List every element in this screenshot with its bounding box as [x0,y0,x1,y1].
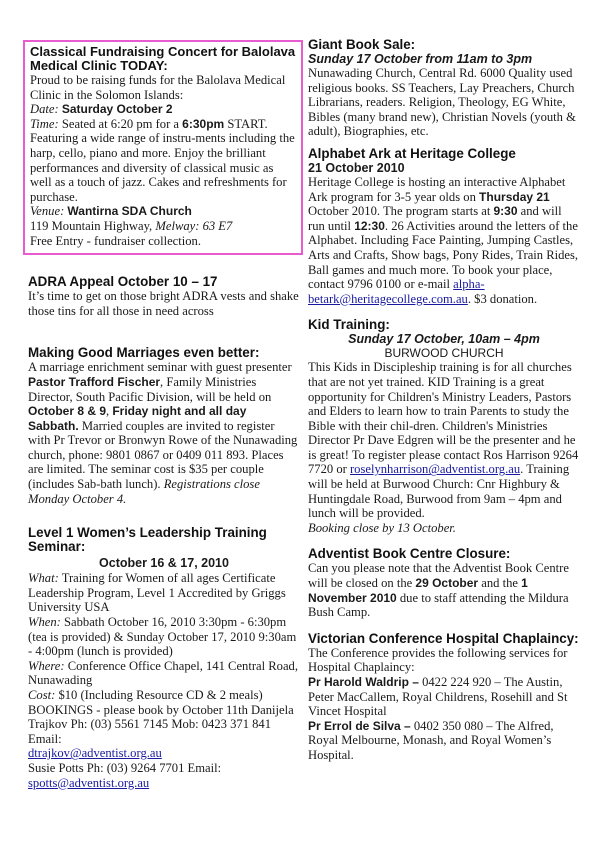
right-column [308,38,580,763]
marriage-title: Making Good Marriages even better: [28,345,260,361]
book-sale-body: Nunawading Church, Central Rd. 6000 Quality used religious books. SS Teachers, Lay Preachers, Church Librarians, readers. Religion, Theology, EG White, Bibles (many brand new), Christian Novels (youth & adult), Biographies, etc. [308,66,576,139]
adra-body: It’s time to get on those bright ADRA vests and shake those tins for all those in need across [28,289,299,318]
email-link-spotts[interactable]: spotts@adventist.org.au [28,775,150,790]
hospital-body: The Conference provides the following services for Hospital Chaplaincy: Pr Harold Waldrip – 0422 224 920 – The Austin, Peter MacCallem, Royal Childrens, Rosehill and St Vincet Hospital Pr Errol de Silva – 0402 350 080 – The Alfred, Royal Melbourne, Monash, and Royal Women’s Hospital. [308,645,568,762]
email-link-dtrajkov[interactable]: dtrajkov@adventist.org.au [28,746,162,761]
book-sale-when: Sunday 17 October from 11am to 3pm [308,52,533,66]
closure-body: Can you please note that the Adventist Book Centre will be closed on the 29 October and the 1 November 2010 due to staff attending the Mildura Bush Camp. [308,561,569,620]
leadership-body: What: Training for Women of all ages Certificate Leadership Program, Level 1 Accredited by Griggs University USA When: Sabbath October 16, 2010 3:30pm - 6:30pm (tea is provided) & Sunday October 17, 2010 9:30am - 4:00pm (lunch is provided) Where: Conference Office Chapel, 141 Central Road, Nunawading Cost: $10 (Including Resource CD & 2 meals) BOOKINGS - please book by October 11th Danijela Trajkov Ph: (03) 5561 7145 Mob: 0423 371 841 Email: dtrajkov@adventist.org.au Susie Potts Ph: (03) 9264 7701 Email: spotts@adventist.org.au [28,571,298,790]
kid-training-notice [308,318,580,535]
hospital-title: Victorian Conference Hospital Chaplaincy: [308,630,579,646]
ark-title: Alphabet Ark at Heritage College [308,145,516,161]
marriage-notice [28,346,300,506]
kid-body: This Kids in Discipleship training is for all churches that are not yet trained. KID Training is a great opportunity for Children's Ministry Leaders, Pastors and Elders to learn how to train Parents to study the Bible with their chil-dren. Children's Ministries Director Pr Dave Edgren will be the presenter and he is great! To register please contact Ros Harrison 9264 7720 or roselynharrison@adventist.org.au. Training will be held at Burwood Church: Cnr Highbury & Huntingdale Road, Burwood from 9am – 4pm and lunch will be provided. Booking close by 13 October. [308,360,579,535]
concert-title: Classical Fundraising Concert for Balolava Medical Clinic TODAY: [30,44,296,73]
leadership-title: Level 1 Women’s Leadership Training Seminar: [28,525,267,555]
left-column [28,38,300,790]
adra-title: ADRA Appeal October 10 – 17 [28,274,218,290]
kid-title: Kid Training: [308,317,390,333]
kid-when: Sunday 17 October, 10am – 4pm [348,332,540,347]
concert-notice [23,40,303,255]
ark-body: Heritage College is hosting an interactive Alphabet Ark program for 3-5 year olds on Thursday 21 October 2010. The program starts at 9:30 and will run until 12:30. 26 Activities around the letters of the Alphabet. Including Face Painting, Jumping Castles, Arts and Crafts, Show bags, Pony Rides, Train Rides, Ball games and much more. To book your place, contact 9796 0100 or e-mail alpha-betark@heritagecollege.com.au. $3 donation. [308,174,579,306]
hospital-chaplaincy-notice [308,632,580,763]
kid-where: BURWOOD CHURCH [384,346,504,361]
book-sale-title: Giant Book Sale: [308,37,416,52]
adra-notice [28,275,300,318]
closure-title: Adventist Book Centre Closure: [308,546,511,562]
book-sale-notice [308,38,580,139]
ark-notice [308,147,580,306]
leadership-notice [28,526,300,790]
leadership-dates: October 16 & 17, 2010 [99,556,229,571]
ark-date: 21 October 2010 [308,160,405,175]
email-link-alphabetark[interactable]: alpha-betark@heritagecollege.com.au [308,277,485,306]
marriage-body: A marriage enrichment seminar with guest presenter Pastor Trafford Fischer, Family Ministries Director, South Pacific Division, will be held on October 8 & 9, Friday night and all day Sabbath. Married couples are invited to register with Pr Trevor or Bronwyn Rowe of the Nunawading church, phone: 9801 0867 or 0409 011 893. Places are limited. The seminar cost is $35 per couple (includes Sab-bath lunch). Registrations close Monday October 4. [28,360,298,506]
book-centre-closure-notice [308,547,580,619]
concert-body: Proud to be raising funds for the Balolava Medical Clinic in the Solomon Islands: Date: Saturday October 2 Time: Seated at 6:20 pm for a 6:30pm START. Featuring a wide range of instru-ments including the harp, cello, piano and more. Enjoy the brilliant performances and diversity of classical music as well as a touch of jazz. Cakes and refreshments for purchase. Venue: Wantirna SDA Church 119 Mountain Highway, Melway: 63 E7 Free Entry - fundraiser collection. [30,73,295,248]
email-link-roselyn[interactable]: roselynharrison@adventist.org.au [349,462,521,477]
